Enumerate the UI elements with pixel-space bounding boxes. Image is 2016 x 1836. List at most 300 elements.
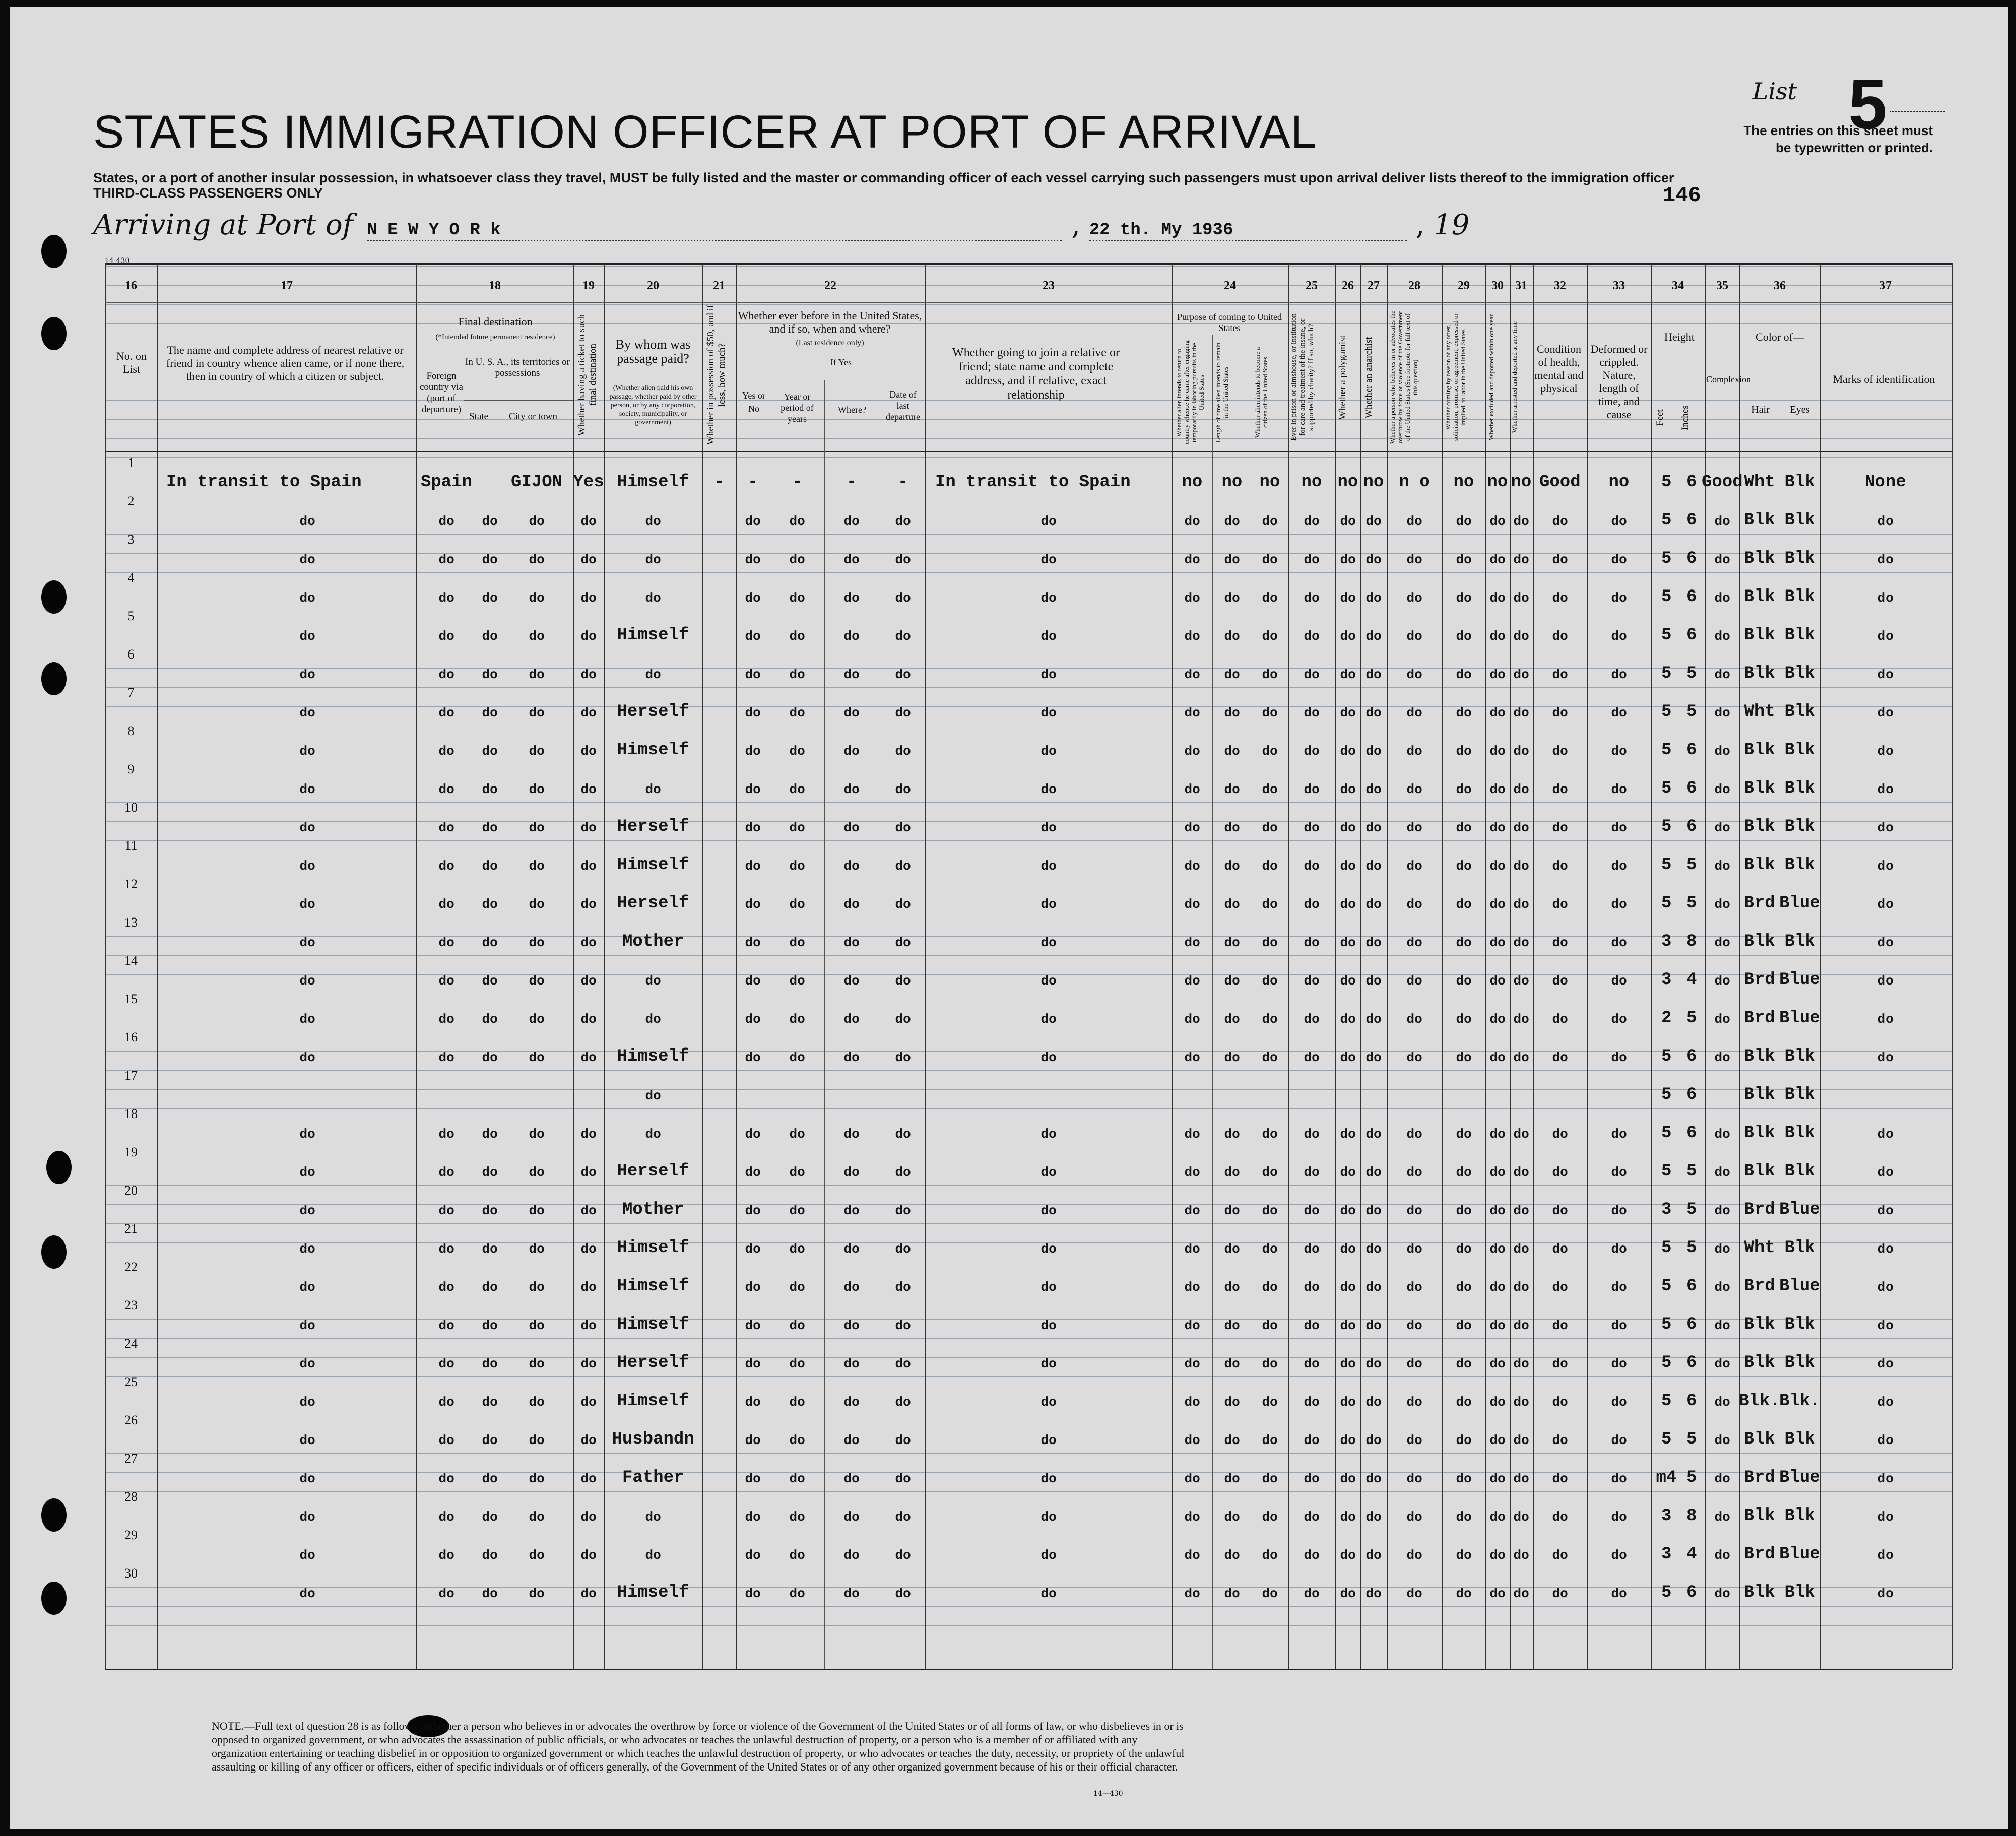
cell-city: do: [529, 1586, 545, 1601]
cell-yn: do: [745, 1395, 761, 1410]
cell-fc: do: [438, 1433, 454, 1448]
cell-cond: do: [1552, 1510, 1568, 1525]
cell-ar: do: [1513, 667, 1529, 682]
cell-marks: do: [1877, 629, 1894, 644]
cell-an: do: [1365, 1433, 1382, 1448]
cell-st: do: [482, 552, 498, 567]
cell-pr: do: [1304, 1280, 1320, 1295]
column-divider: [1442, 263, 1443, 1669]
cell-in: 5: [1686, 1200, 1697, 1219]
cell-join: do: [1040, 1356, 1057, 1371]
cell-hair: Blk: [1744, 1353, 1775, 1372]
cell-poly: do: [1340, 782, 1356, 797]
cell-poly: do: [1340, 820, 1356, 835]
cell-ar: do: [1513, 897, 1529, 912]
cell-cond: do: [1552, 859, 1568, 874]
cell-join: do: [1040, 820, 1057, 835]
cell-pr: do: [1304, 1127, 1320, 1142]
cell-wh: do: [843, 1280, 860, 1295]
cell-yn: do: [745, 1586, 761, 1601]
cell-yr: do: [789, 820, 805, 835]
cell-fc: do: [438, 973, 454, 989]
cell-rel: do: [299, 1471, 315, 1486]
cell-a: do: [1184, 1203, 1200, 1218]
cell-cx: do: [1714, 705, 1730, 720]
column-divider: [1651, 263, 1652, 1669]
cell-in: 6: [1686, 779, 1697, 798]
cell-by: do: [645, 1088, 661, 1103]
entries-note-line-1: The entries on this sheet must: [1743, 123, 1933, 138]
cell-yn: do: [745, 1050, 761, 1065]
row-number: 15: [124, 992, 138, 1006]
cell-poly: do: [1340, 859, 1356, 874]
cell-a: do: [1184, 1050, 1200, 1065]
cell-cond: do: [1552, 514, 1568, 529]
column-divider: [1360, 263, 1361, 1669]
ruled-line: [105, 1242, 1952, 1243]
cell-city: do: [529, 514, 545, 529]
cell-rel: do: [299, 1050, 315, 1065]
cell-hair: Wht: [1744, 702, 1775, 722]
cell-b: do: [1224, 629, 1240, 644]
cell-c: do: [1262, 629, 1278, 644]
cell-ft: 5: [1661, 817, 1672, 836]
cell-wh: do: [843, 629, 860, 644]
punch-hole: [46, 1151, 72, 1184]
cell-poly: do: [1340, 935, 1356, 950]
cell-cx: do: [1714, 820, 1730, 835]
cell-poly: do: [1340, 667, 1356, 682]
col-yes-no-header: Yes or No: [742, 390, 765, 414]
cell-ov: do: [1406, 1433, 1422, 1448]
cell-poly: do: [1340, 1203, 1356, 1218]
cell-b: do: [1224, 1395, 1240, 1410]
cell-cond: do: [1552, 1586, 1568, 1601]
cell-yr: do: [789, 935, 805, 950]
cell-yn: do: [745, 1241, 761, 1257]
row-number: 12: [124, 877, 138, 891]
cell-dd: do: [895, 629, 911, 644]
cell-marks: do: [1877, 1050, 1894, 1065]
col-if-yes-header: If Yes—: [830, 357, 861, 367]
cell-yn: do: [745, 935, 761, 950]
cell-def: do: [1611, 1012, 1627, 1027]
cell-yn: do: [745, 897, 761, 912]
cell-b: do: [1224, 1318, 1240, 1333]
cell-ft: 5: [1661, 549, 1672, 568]
cell-marks: None: [1865, 473, 1906, 492]
ruled-line: [105, 1185, 1952, 1186]
ruled-line: [105, 1223, 1952, 1224]
cell-dd: do: [895, 1318, 911, 1333]
list-label: List: [1752, 78, 1797, 105]
cell-hair: Blk: [1744, 1124, 1775, 1143]
col-nearest-relative-header: The name and complete address of nearest relative or friend in country whence alien came, or if none there, then in country of which a citizen or subject.: [166, 344, 405, 382]
cell-join: do: [1040, 1471, 1057, 1486]
cell-a: do: [1184, 744, 1200, 759]
cell-yn: do: [745, 705, 761, 720]
cell-hair: Brd: [1744, 1277, 1775, 1296]
column-number: 17: [281, 279, 293, 292]
cell-tk: do: [580, 782, 597, 797]
cell-ft: 3: [1661, 932, 1672, 951]
cell-c: do: [1262, 744, 1278, 759]
cell-yn: do: [745, 1127, 761, 1142]
cell-pr: do: [1304, 897, 1320, 912]
cell-an: do: [1365, 1471, 1382, 1486]
ruled-line: [105, 1606, 1952, 1607]
row-number: 29: [124, 1528, 138, 1542]
ruled-line: [105, 821, 1952, 822]
cell-yr: do: [789, 629, 805, 644]
cell-cond: do: [1552, 820, 1568, 835]
cell-join: do: [1040, 1241, 1057, 1257]
cell-hair: Blk.: [1739, 1392, 1780, 1411]
cell-in: 6: [1686, 1085, 1697, 1104]
cell-b: do: [1224, 1510, 1240, 1525]
cell-an: do: [1365, 744, 1382, 759]
row-number: 22: [124, 1260, 138, 1274]
cell-yr: do: [789, 705, 805, 720]
cell-join: do: [1040, 591, 1057, 606]
cell-in: 5: [1686, 856, 1697, 875]
cell-join: do: [1040, 705, 1057, 720]
cell-dd: do: [895, 552, 911, 567]
cell-yr: do: [789, 1356, 805, 1371]
ruled-line: [105, 534, 1952, 535]
ruled-line: [105, 706, 1952, 707]
cell-cond: do: [1552, 667, 1568, 682]
cell-cb: do: [1456, 820, 1472, 835]
cell-pr: do: [1304, 973, 1320, 989]
cell-ar: do: [1513, 1433, 1529, 1448]
cell-eyes: Blk.: [1779, 1392, 1820, 1411]
cell-cond: do: [1552, 1548, 1568, 1563]
cell-by: Herself: [617, 1353, 689, 1372]
cell-def: do: [1611, 705, 1627, 720]
cell-cx: do: [1714, 1395, 1730, 1410]
page-title: STATES IMMIGRATION OFFICER AT PORT OF ARRIVAL: [93, 106, 1317, 158]
col-feet-header: Feet: [1655, 409, 1665, 426]
stamp-number: 146: [1663, 183, 1701, 208]
cell-yn: do: [745, 1356, 761, 1371]
cell-a: do: [1184, 1586, 1200, 1601]
col-hair-header: Hair: [1751, 404, 1770, 415]
cell-ov: do: [1406, 935, 1422, 950]
cell-ex: do: [1489, 935, 1506, 950]
cell-cx: do: [1714, 1433, 1730, 1448]
cell-c: do: [1262, 859, 1278, 874]
cell-an: do: [1365, 1050, 1382, 1065]
cell-ex: do: [1489, 1510, 1506, 1525]
cell-an: do: [1365, 514, 1382, 529]
cell-pr: do: [1304, 1318, 1320, 1333]
cell-yn: do: [745, 1203, 761, 1218]
footnote: NOTE.—Full text of question 28 is as follows: Whether a person who believes in or advocates the overthrow by force or violence of the Government of the United States or of all forms of law, or who disbelieves in or is opposed to organized government, or who advocates the assassination of public officials, or who advocates or teaches the unlawful destruction of property, or a person who is a member of or affiliated with any organization entertaining or teaching disbelief in or opposition to organized government or which teaches the unlawful destruction of property, or who advocates or teaches the duty, necessity, or propriety of the unlawful assaulting or killing of any officer or officers, either of specific individuals or of officers generally, of the Government of the United States or of any other organized government because of his or their official character.: [212, 1720, 1185, 1773]
ruled-line: [105, 572, 1952, 573]
cell-def: do: [1611, 820, 1627, 835]
cell-yn: do: [745, 973, 761, 989]
cell-dd: do: [895, 1050, 911, 1065]
cell-st: do: [482, 1586, 498, 1601]
col-polygamist-header: Whether a polygamist: [1337, 335, 1348, 420]
cell-by: Mother: [622, 932, 684, 951]
cell-dd: do: [895, 820, 911, 835]
ruled-line: [105, 1089, 1952, 1090]
cell-tk: do: [580, 591, 597, 606]
year-label: 19: [1434, 209, 1470, 241]
cell-ov: do: [1406, 667, 1422, 682]
cell-yn: do: [745, 859, 761, 874]
cell-st: do: [482, 1318, 498, 1333]
cell-ov: do: [1406, 1241, 1422, 1257]
cell-in: 6: [1686, 741, 1697, 760]
cell-dd: do: [895, 1586, 911, 1601]
column-divider: [416, 263, 417, 1669]
col-by-whom-note: (Whether alien paid his own passage, whether paid by other person, or by any corporation, society, municipality, or government): [609, 384, 697, 426]
cell-ar: do: [1513, 1241, 1529, 1257]
cell-marks: do: [1877, 1241, 1894, 1257]
cell-ft: 5: [1661, 511, 1672, 530]
cell-fc: do: [438, 1241, 454, 1257]
cell-fc: do: [438, 1471, 454, 1486]
cell-join: do: [1040, 897, 1057, 912]
cell-pr: do: [1304, 1165, 1320, 1180]
cell-cb: do: [1456, 973, 1472, 989]
cell-def: do: [1611, 1356, 1627, 1371]
cell-poly: do: [1340, 552, 1356, 567]
cell-hair: Blk: [1744, 1162, 1775, 1181]
column-divider: [925, 263, 926, 1669]
row-number: 8: [127, 724, 135, 738]
cell-join: do: [1040, 1280, 1057, 1295]
ruled-line: [105, 1319, 1952, 1320]
cell-cond: do: [1552, 1395, 1568, 1410]
cell-st: do: [482, 935, 498, 950]
cell-ex: do: [1489, 552, 1506, 567]
cell-ft: 5: [1661, 1085, 1672, 1104]
cell-rel: do: [299, 629, 315, 644]
ruled-line: [105, 840, 1952, 841]
cell-tk: do: [580, 1318, 597, 1333]
cell-cx: do: [1714, 973, 1730, 989]
cell-ft: 5: [1661, 741, 1672, 760]
cell-cb: do: [1456, 1356, 1472, 1371]
cell-cb: do: [1456, 705, 1472, 720]
cell-st: do: [482, 591, 498, 606]
cell-by: do: [645, 514, 661, 529]
punch-hole: [41, 1235, 67, 1269]
ruled-line: [105, 687, 1952, 688]
cell-tk: do: [580, 1395, 597, 1410]
column-divider: [1335, 263, 1336, 1669]
cell-ft: 3: [1661, 1545, 1672, 1564]
cell-ov: do: [1406, 1127, 1422, 1142]
cell-marks: do: [1877, 1356, 1894, 1371]
cell-marks: do: [1877, 1433, 1894, 1448]
cell-c: do: [1262, 591, 1278, 606]
page-subtitle: States, or a port of another insular possession, in whatsoever class they travel, MUST be fully listed and the master or commanding officer of each vessel carrying such passengers must upon arrival deliver lists thereof to the immigration officer: [93, 170, 1674, 185]
cell-rel: do: [299, 514, 315, 529]
cell-tk: do: [580, 629, 597, 644]
cell-cond: do: [1552, 1165, 1568, 1180]
cell-def: do: [1611, 629, 1627, 644]
cell-ex: do: [1489, 1241, 1506, 1257]
cell-fc: do: [438, 667, 454, 682]
cell-cb: do: [1456, 591, 1472, 606]
cell-eyes: Blk: [1784, 511, 1815, 530]
cell-yr: do: [789, 1318, 805, 1333]
cell-a: do: [1184, 1012, 1200, 1027]
sub-column-divider: [1212, 335, 1213, 1669]
cell-ov: do: [1406, 1471, 1422, 1486]
cell-b: do: [1224, 859, 1240, 874]
cell-rel: do: [299, 973, 315, 989]
cell-cb: do: [1456, 1471, 1472, 1486]
cell-b: do: [1224, 1356, 1240, 1371]
cell-poly: do: [1340, 1586, 1356, 1601]
punch-hole: [41, 317, 67, 350]
cell-ov: do: [1406, 1548, 1422, 1563]
cell-tk: do: [580, 514, 597, 529]
col-color-of-header: Color of—: [1755, 331, 1804, 343]
cell-marks: do: [1877, 859, 1894, 874]
cell-city: do: [529, 1548, 545, 1563]
cell-fc: do: [438, 1586, 454, 1601]
cell-yn: do: [745, 782, 761, 797]
cell-cond: do: [1552, 705, 1568, 720]
cell-hair: Blk: [1744, 1085, 1775, 1104]
cell-tk: do: [580, 1127, 597, 1142]
cell-dd: do: [895, 859, 911, 874]
column-number: 35: [1716, 279, 1728, 292]
cell-eyes: Blk: [1784, 664, 1815, 683]
cell-pr: do: [1304, 514, 1320, 529]
cell-c: do: [1262, 514, 1278, 529]
cell-an: do: [1365, 1395, 1382, 1410]
cell-cb: do: [1456, 1586, 1472, 1601]
cell-rel: do: [299, 1356, 315, 1371]
cell-st: do: [482, 514, 498, 529]
cell-wh: do: [843, 1165, 860, 1180]
cell-ft: 5: [1661, 1430, 1672, 1449]
cell-ar: do: [1513, 1203, 1529, 1218]
cell-ov: do: [1406, 820, 1422, 835]
cell-an: do: [1365, 552, 1382, 567]
cell-by: Himself: [617, 473, 689, 492]
cell-in: 6: [1686, 626, 1697, 645]
col-by-whom-header: By whom was passage paid?: [615, 337, 691, 366]
cell-def: no: [1608, 473, 1630, 492]
cell-dd: do: [895, 1433, 911, 1448]
cell-cx: do: [1714, 1356, 1730, 1371]
cell-dd: do: [895, 935, 911, 950]
cell-def: do: [1611, 1471, 1627, 1486]
ruled-line: [105, 1453, 1952, 1454]
ruled-line: [105, 668, 1952, 669]
cell-a: do: [1184, 1433, 1200, 1448]
cell-c: do: [1262, 705, 1278, 720]
cell-cb: do: [1456, 1280, 1472, 1295]
cell-in: 6: [1686, 1392, 1697, 1411]
cell-city: do: [529, 1050, 545, 1065]
cell-cb: do: [1456, 1318, 1472, 1333]
row-number: 17: [124, 1068, 138, 1083]
cell-rel: do: [299, 859, 315, 874]
cell-fc: do: [438, 1203, 454, 1218]
cell-wh: do: [843, 1510, 860, 1525]
cell-cb: do: [1456, 667, 1472, 682]
cell-ft: 5: [1661, 473, 1672, 492]
cell-an: do: [1365, 782, 1382, 797]
ruled-line: [105, 974, 1952, 975]
cell-city: do: [529, 1012, 545, 1027]
cell-eyes: Blk: [1784, 741, 1815, 760]
cell-join: do: [1040, 514, 1057, 529]
cell-city: do: [529, 1433, 545, 1448]
cell-yr: do: [789, 859, 805, 874]
cell-poly: do: [1340, 1050, 1356, 1065]
cell-ov: do: [1406, 897, 1422, 912]
cell-hair: Brd: [1744, 1200, 1775, 1219]
entries-note: [1743, 122, 1933, 156]
cell-tk: do: [580, 820, 597, 835]
cell-ov: do: [1406, 859, 1422, 874]
cell-rel: do: [299, 591, 315, 606]
cell-fc: do: [438, 1050, 454, 1065]
cell-yn: do: [745, 1318, 761, 1333]
cell-pr: do: [1304, 1356, 1320, 1371]
cell-an: do: [1365, 1548, 1382, 1563]
cell-def: do: [1611, 1203, 1627, 1218]
cell-b: do: [1224, 1050, 1240, 1065]
cell-c: do: [1262, 667, 1278, 682]
cell-fc: do: [438, 1012, 454, 1027]
cell-def: do: [1611, 1586, 1627, 1601]
row-number: 9: [127, 762, 135, 776]
cell-tk: do: [580, 744, 597, 759]
cell-an: no: [1363, 473, 1384, 492]
cell-rel: do: [299, 744, 315, 759]
cell-tk: do: [580, 1510, 597, 1525]
cell-in: 4: [1686, 1545, 1697, 1564]
cell-join: do: [1040, 1586, 1057, 1601]
cell-city: do: [529, 705, 545, 720]
cell-join: do: [1040, 552, 1057, 567]
cell-wh: do: [843, 1471, 860, 1486]
cell-pr: do: [1304, 705, 1320, 720]
cell-fc: do: [438, 1165, 454, 1180]
cell-rel: do: [299, 1510, 315, 1525]
cell-cb: do: [1456, 859, 1472, 874]
cell-def: do: [1611, 782, 1627, 797]
ruled-line: [105, 1204, 1952, 1205]
cell-cx: do: [1714, 744, 1730, 759]
ruled-line: [105, 553, 1952, 554]
cell-rel: do: [299, 667, 315, 682]
cell-tk: do: [580, 1241, 597, 1257]
cell-eyes: Blk: [1784, 1085, 1815, 1104]
cell-c: do: [1262, 973, 1278, 989]
cell-dd: do: [895, 1280, 911, 1295]
cell-wh: do: [843, 1203, 860, 1218]
cell-poly: do: [1340, 1318, 1356, 1333]
cell-pr: do: [1304, 1510, 1320, 1525]
cell-fc: do: [438, 935, 454, 950]
cell-ft: 5: [1661, 1353, 1672, 1372]
cell-b: do: [1224, 1127, 1240, 1142]
col-state-header: State: [469, 411, 488, 422]
